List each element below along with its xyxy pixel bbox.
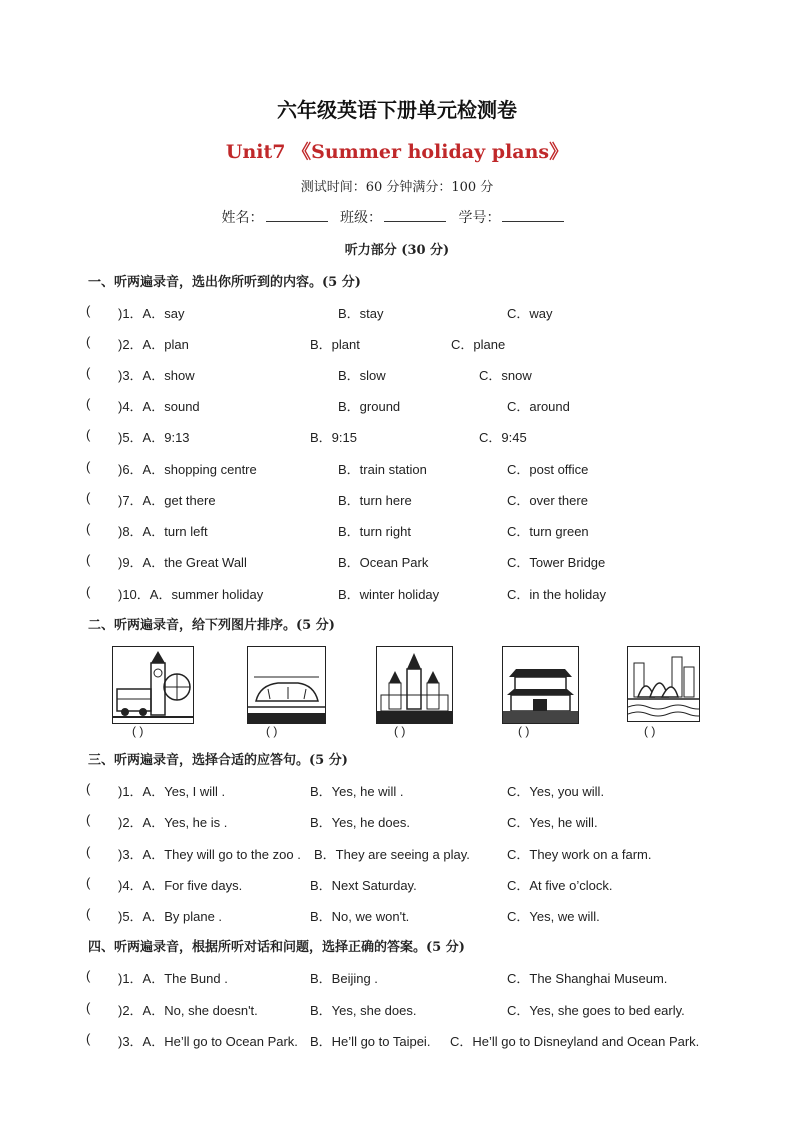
answer-paren[interactable]: ( xyxy=(86,334,91,349)
id-label: 学号： xyxy=(458,210,501,226)
option-c: C．Yes, we will. xyxy=(507,909,600,924)
opera-house-icon xyxy=(627,646,700,722)
option-b: B．9:15 xyxy=(310,430,357,445)
answer-paren[interactable]: ( xyxy=(86,365,91,380)
section-2-heading: 二、听两遍录音，给下列图片排序。(5 分) xyxy=(88,618,335,633)
option-b: B．plant xyxy=(310,337,360,352)
option-a: )2．A．plan xyxy=(118,337,189,352)
option-b: B．Yes, he will . xyxy=(310,784,404,799)
picture-answer-bracket[interactable]: ( ) xyxy=(394,724,406,738)
unit-title: Unit7 《Summer holiday plans》 xyxy=(225,141,569,163)
question-row xyxy=(0,427,794,447)
student-fields xyxy=(0,207,794,227)
section-3-heading: 三、听两遍录音，选择合适的应答句。(5 分) xyxy=(88,753,348,768)
answer-paren[interactable]: ( xyxy=(86,303,91,318)
option-c: C．turn green xyxy=(507,524,589,539)
option-b: B．slow xyxy=(338,368,386,383)
option-a: )4．A．sound xyxy=(118,399,200,414)
option-b: B．Ocean Park xyxy=(338,555,429,570)
name-blank[interactable] xyxy=(266,207,328,222)
answer-paren[interactable]: ( xyxy=(86,584,91,599)
question-row xyxy=(0,365,794,385)
option-a: )2．A．No, she doesn't. xyxy=(118,1003,258,1018)
listening-heading: 听力部分 (30 分) xyxy=(344,243,450,258)
question-row xyxy=(0,968,794,988)
option-b: B．turn here xyxy=(338,493,412,508)
page-title: 六年级英语下册单元检测卷 xyxy=(277,98,517,122)
option-c: C．Yes, she goes to bed early. xyxy=(507,1003,685,1018)
question-row xyxy=(0,396,794,416)
option-c: C．Tower Bridge xyxy=(507,555,606,570)
option-b: B．No, we won't. xyxy=(310,909,410,924)
class-label: 班级： xyxy=(340,210,382,226)
option-b: B．ground xyxy=(338,399,401,414)
answer-paren[interactable]: ( xyxy=(86,906,91,921)
answer-paren[interactable]: ( xyxy=(86,552,91,567)
picture-answer-bracket[interactable]: ( ) xyxy=(132,724,144,738)
option-a: )10．A．summer holiday xyxy=(118,587,264,602)
option-c: C．They work on a farm. xyxy=(507,847,652,862)
option-c: C．Yes, you will. xyxy=(507,784,605,799)
answer-paren[interactable]: ( xyxy=(86,521,91,536)
option-b: B．Yes, he does. xyxy=(310,815,410,830)
answer-paren[interactable]: ( xyxy=(86,781,91,796)
option-b: B．They are seeing a play. xyxy=(314,847,470,862)
answer-paren[interactable]: ( xyxy=(86,875,91,890)
option-b: B．train station xyxy=(338,462,427,477)
class-blank[interactable] xyxy=(384,207,446,222)
option-a: )3．A．show xyxy=(118,368,195,383)
answer-paren[interactable]: ( xyxy=(86,427,91,442)
question-row xyxy=(0,334,794,354)
name-label: 姓名： xyxy=(221,210,264,226)
question-row xyxy=(0,781,794,801)
question-row xyxy=(0,906,794,926)
option-b: B．Next Saturday. xyxy=(310,878,417,893)
option-c: C．Yes, he will. xyxy=(507,815,598,830)
option-c: C．around xyxy=(507,399,570,414)
option-a: )7．A．get there xyxy=(118,493,216,508)
option-b: B．Yes, she does. xyxy=(310,1003,417,1018)
question-row xyxy=(0,844,794,864)
option-b: B．stay xyxy=(338,306,384,321)
section-4-heading: 四、听两遍录音，根据所听对话和问题，选择正确的答案。(5 分) xyxy=(88,940,465,955)
answer-paren[interactable]: ( xyxy=(86,844,91,859)
question-row xyxy=(0,1000,794,1020)
option-a: )1．A．The Bund . xyxy=(118,971,228,986)
question-row xyxy=(0,584,794,604)
answer-paren[interactable]: ( xyxy=(86,812,91,827)
option-c: C．post office xyxy=(507,462,589,477)
question-row xyxy=(0,490,794,510)
option-a: )3．A．He’ll go to Ocean Park. xyxy=(118,1034,298,1049)
option-a: )4．A．For five days. xyxy=(118,878,243,893)
option-c: C．way xyxy=(507,306,553,321)
castle-icon xyxy=(376,646,453,724)
picture-answer-bracket[interactable]: ( ) xyxy=(644,724,656,738)
option-a: )1．A．say xyxy=(118,306,185,321)
question-row xyxy=(0,459,794,479)
answer-paren[interactable]: ( xyxy=(86,459,91,474)
option-c: C．He’ll go to Disneyland and Ocean Park. xyxy=(450,1034,700,1049)
picture-answer-bracket[interactable]: ( ) xyxy=(518,724,530,738)
option-c: C．The Shanghai Museum. xyxy=(507,971,668,986)
london-bus-tower-icon xyxy=(112,646,194,724)
option-a: )8．A．turn left xyxy=(118,524,208,539)
option-c: C．9:45 xyxy=(479,430,527,445)
option-c: C．over there xyxy=(507,493,588,508)
option-b: B．He’ll go to Taipei. xyxy=(310,1034,431,1049)
option-a: )2．A．Yes, he is . xyxy=(118,815,228,830)
id-blank[interactable] xyxy=(502,207,564,222)
test-info: 测试时间：60 分钟满分：100 分 xyxy=(300,180,494,195)
question-row xyxy=(0,1031,794,1051)
answer-paren[interactable]: ( xyxy=(86,396,91,411)
uluru-rock-icon xyxy=(247,646,326,724)
question-row xyxy=(0,812,794,832)
question-row xyxy=(0,552,794,572)
option-c: C．in the holiday xyxy=(507,587,606,602)
question-row xyxy=(0,875,794,895)
picture-answer-bracket[interactable]: ( ) xyxy=(266,724,278,738)
question-row xyxy=(0,521,794,541)
option-a: )5．A．By plane . xyxy=(118,909,223,924)
option-b: B．turn right xyxy=(338,524,411,539)
option-b: B．Beijing . xyxy=(310,971,378,986)
question-row xyxy=(0,303,794,323)
option-a: )5．A．9:13 xyxy=(118,430,190,445)
answer-paren[interactable]: ( xyxy=(86,1031,91,1046)
option-c: C．At five o’clock. xyxy=(507,878,613,893)
palace-icon xyxy=(502,646,579,724)
option-a: )9．A．the Great Wall xyxy=(118,555,247,570)
option-b: B．winter holiday xyxy=(338,587,440,602)
answer-paren[interactable]: ( xyxy=(86,1000,91,1015)
option-c: C．snow xyxy=(479,368,532,383)
option-a: )1．A．Yes, I will . xyxy=(118,784,226,799)
option-a: )3．A．They will go to the zoo . xyxy=(118,847,301,862)
answer-paren[interactable]: ( xyxy=(86,490,91,505)
section-1-heading: 一、听两遍录音，选出你所听到的内容。(5 分) xyxy=(88,275,361,290)
option-c: C．plane xyxy=(451,337,506,352)
option-a: )6．A．shopping centre xyxy=(118,462,257,477)
answer-paren[interactable]: ( xyxy=(86,968,91,983)
